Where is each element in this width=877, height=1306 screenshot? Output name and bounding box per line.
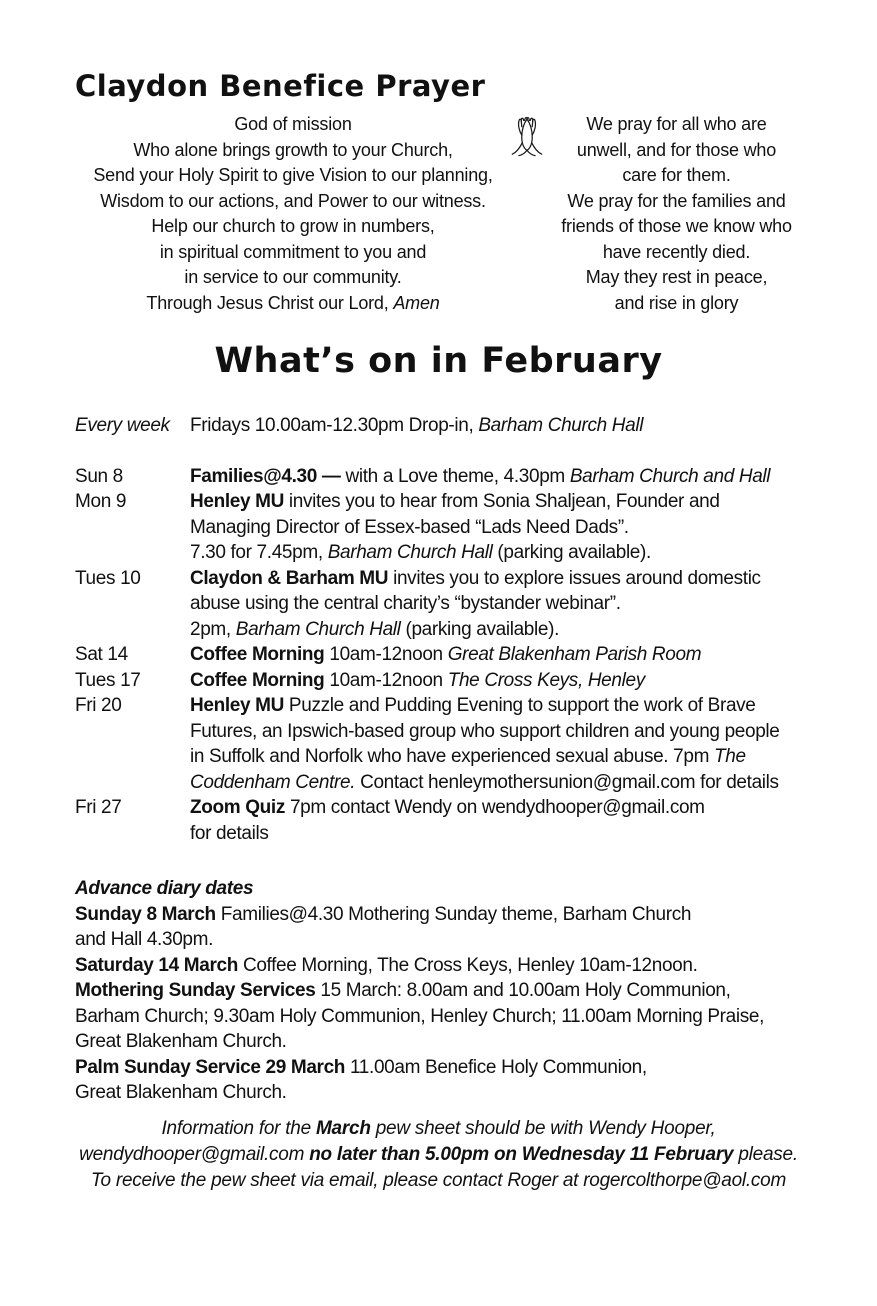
advance-date: Saturday 14 March (75, 954, 243, 976)
prayer-line: We pray for all who are (586, 114, 767, 134)
event-row-mon9 (75, 489, 877, 566)
event-date: Sun 8 (75, 465, 123, 487)
footer-deadline: no later than 5.00pm on Wednesday 11 February (309, 1143, 734, 1165)
event-title: Zoom Quiz (190, 797, 290, 819)
event-text: (parking available). (497, 542, 651, 564)
event-venue: Barham Church Hall (327, 542, 498, 564)
footer-email: wendydhooper@gmail.com (79, 1143, 310, 1165)
event-venue: Coddenham Centre. (190, 771, 361, 793)
event-venue: Great Blakenham Parish Room (447, 644, 702, 666)
event-text: (parking available). (405, 618, 560, 640)
event-row-sun8 (75, 464, 877, 490)
event-date: Tues 17 (75, 669, 141, 691)
event-desc (190, 693, 877, 795)
event-row-tues17 (75, 668, 877, 694)
prayer-closing-text: Through Jesus Christ our Lord, (146, 292, 394, 313)
event-contact: Contact henleymothersunion@gmail.com for details (360, 771, 779, 793)
praying-hands-icon (508, 112, 546, 164)
prayer-line: God of mission (234, 114, 352, 134)
advance-text: Great Blakenham Church. (75, 1031, 287, 1053)
event-desc (190, 795, 877, 846)
event-title: Coffee Morning (190, 669, 330, 691)
event-title: Henley MU (190, 695, 289, 717)
event-time: 10am-12noon (329, 669, 448, 691)
event-row-every-week (75, 413, 877, 439)
event-date: Sat 14 (75, 644, 128, 666)
event-text: abuse using the central charity’s “bystander webinar”. (190, 593, 621, 615)
prayer-line: care for them. (622, 165, 731, 185)
events-list (75, 413, 877, 846)
prayer-line: unwell, and for those who (576, 139, 777, 160)
footer-line (0, 1168, 877, 1194)
footer-text: please. (733, 1143, 798, 1165)
advance-text: 15 March: 8.00am and 10.00am Holy Communion, (320, 980, 731, 1002)
event-desc (190, 413, 877, 439)
event-title: Families@4.30 — (190, 465, 346, 487)
event-text: Puzzle and Pudding Evening to support the work of Brave (288, 695, 756, 717)
event-desc (190, 642, 877, 668)
footer-text: Information for the (161, 1117, 316, 1139)
prayer-line: We pray for the families and (567, 190, 786, 211)
event-date: Every week (75, 415, 170, 437)
advance-text: Families@4.30 Mothering Sunday theme, Barham Church (220, 903, 692, 925)
advance-diary-heading: Advance diary dates (75, 878, 254, 900)
event-text: with a Love theme, 4.30pm (345, 465, 570, 487)
event-text: Futures, an Ipswich-based group who support children and young people (190, 720, 780, 742)
event-text: Managing Director of Essex-based “Lads Need Dads”. (190, 516, 629, 538)
event-text: for details (190, 822, 269, 844)
advance-date: Sunday 8 March (75, 903, 221, 925)
prayer-closing-line (78, 291, 508, 317)
advance-text: and Hall 4.30pm. (75, 929, 214, 951)
event-text: invites you to explore issues around domestic (393, 567, 761, 589)
event-date: Mon 9 (75, 491, 127, 513)
advance-text: Great Blakenham Church. (75, 1082, 287, 1104)
advance-item (75, 1055, 877, 1106)
advance-item (75, 978, 877, 1055)
prayer-section (0, 112, 877, 316)
footer-line (0, 1142, 877, 1168)
advance-text: Coffee Morning, The Cross Keys, Henley 10am-12noon. (242, 954, 698, 976)
prayer-line: have recently died. (602, 241, 751, 262)
prayer-line: May they rest in peace, (585, 267, 768, 287)
prayer-line: Help our church to grow in numbers, (151, 216, 435, 236)
event-desc (190, 464, 877, 490)
event-row-tues10 (75, 566, 877, 643)
event-date: Fri 20 (75, 695, 122, 717)
prayer-line: friends of those we know who (561, 216, 792, 236)
event-time: 7.30 for 7.45pm, (190, 542, 328, 564)
page-title: Claydon Benefice Prayer (75, 69, 486, 103)
prayer-line: and rise in glory (614, 292, 739, 313)
advance-date: Mothering Sunday Services (75, 980, 321, 1002)
event-date: Fri 27 (75, 797, 122, 819)
advance-item (75, 953, 877, 979)
footer-note (0, 1116, 877, 1194)
event-time: 2pm, (190, 618, 236, 640)
event-title: Coffee Morning (190, 644, 330, 666)
event-row-fri27 (75, 795, 877, 846)
event-text: in Suffolk and Norfolk who have experienced sexual abuse. 7pm (190, 746, 715, 768)
event-title: Henley MU (190, 491, 289, 513)
event-desc (190, 566, 877, 643)
prayer-line: in spiritual commitment to you and (159, 241, 427, 262)
event-venue: Barham Church and Hall (569, 465, 771, 487)
advance-date: Palm Sunday Service 29 March (75, 1056, 350, 1078)
footer-line (0, 1116, 877, 1142)
event-venue: Barham Church Hall (235, 618, 406, 640)
event-venue: Barham Church Hall (478, 415, 644, 437)
pew-sheet-page (0, 66, 877, 1306)
prayer-text-right (546, 112, 807, 316)
advance-diary-section (75, 876, 877, 1106)
prayer-amen: Amen (393, 292, 440, 313)
advance-item (75, 902, 877, 953)
whats-on-heading: What’s on in February (214, 341, 663, 381)
footer-emphasis: March (315, 1117, 371, 1139)
prayer-line: in service to our community. (184, 267, 402, 287)
event-date: Tues 10 (75, 567, 141, 589)
event-contact: 7pm contact Wendy on wendydhooper@gmail.com (289, 797, 705, 819)
event-desc (190, 489, 877, 566)
event-desc (190, 668, 877, 694)
footer-text: To receive the pew sheet via email, please contact Roger at rogercolthorpe@aol.com (90, 1169, 787, 1191)
event-row-fri20 (75, 693, 877, 795)
advance-text: 11.00am Benefice Holy Communion, (350, 1056, 647, 1078)
footer-text: pew sheet should be with Wendy Hooper, (370, 1117, 716, 1139)
prayer-line: Who alone brings growth to your Church, (133, 139, 453, 160)
prayer-line: Send your Holy Spirit to give Vision to our planning, (93, 165, 493, 185)
event-time: 10am-12noon (329, 644, 448, 666)
event-title: Claydon & Barham MU (190, 567, 394, 589)
advance-text: Barham Church; 9.30am Holy Communion, Henley Church; 11.00am Morning Praise, (75, 1005, 765, 1027)
event-venue: The Cross Keys, Henley (447, 669, 645, 691)
prayer-line: Wisdom to our actions, and Power to our witness. (100, 190, 486, 211)
event-text: Fridays 10.00am-12.30pm Drop-in, (190, 415, 479, 437)
spacer (75, 439, 877, 464)
prayer-text-left (78, 112, 508, 316)
event-venue: The (714, 746, 746, 768)
event-text: invites you to hear from Sonia Shaljean, Founder and (288, 491, 720, 513)
event-row-sat14 (75, 642, 877, 668)
